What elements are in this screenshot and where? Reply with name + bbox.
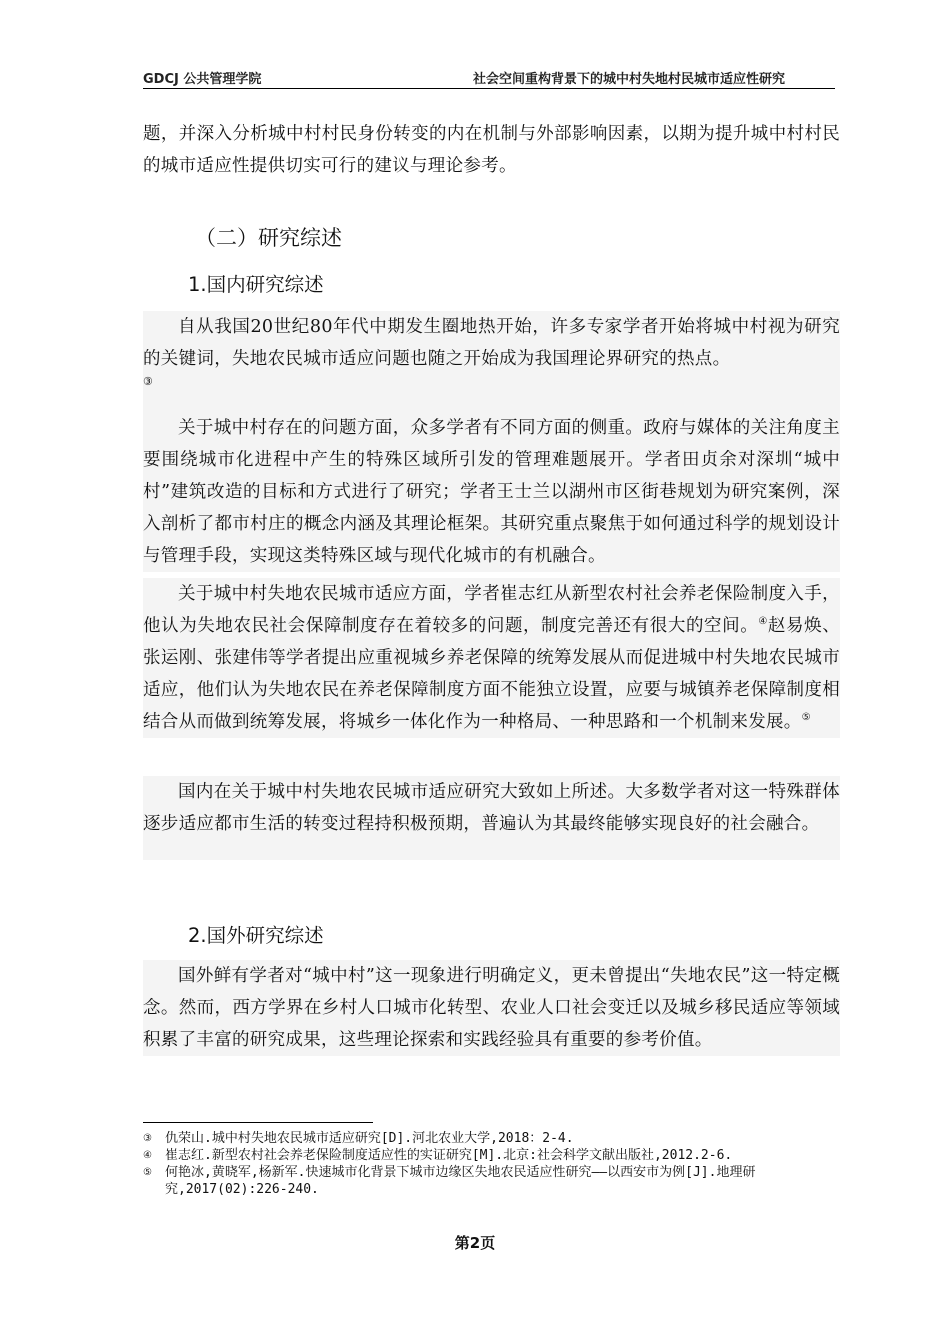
- foreign-paragraph-1: 国外鲜有学者对“城中村”这一现象进行明确定义，更未曾提出“失地农民”这一特定概念。然而，西方学界在乡村人口城市化转型、农业人口社会变迁以及城乡移民适应等领域积累了丰富的研究成果，这些理论探索和实践经验具有重要的参考价值。: [143, 960, 840, 1056]
- footnote-mark: ⑤: [143, 1167, 152, 1178]
- footnote-3: [143, 1130, 843, 1147]
- intro-paragraph: 题，并深入分析城中村村民身份转变的内在机制与外部影响因素，以期为提升城中村村民的城市适应性提供切实可行的建议与理论参考。: [143, 124, 840, 176]
- footnote-text: 崔志红.新型农村社会养老保险制度适应性的实证研究[M].北京:社会科学文献出版社,2012.2-6.: [165, 1148, 733, 1163]
- domestic-paragraph-1-text: 自从我国20世纪80年代中期发生圈地热开始，许多专家学者开始将城中村视为研究的关键词，失地农民城市适应问题也随之开始成为我国理论界研究的热点。: [143, 317, 840, 369]
- domestic-paragraph-1: [143, 311, 840, 413]
- footnote-ref-5: ⑤: [801, 712, 811, 724]
- domestic-paragraph-2: 关于城中村存在的问题方面，众多学者有不同方面的侧重。政府与媒体的关注角度主要围绕城市化进程中产生的特殊区域所引发的管理难题展开。学者田贞余对深圳“城中村”建筑改造的目标和方式进行了研究；学者王士兰以湖州市区街巷规划为研究案例，深入剖析了都市村庄的概念内涵及其理论框架。其研究重点聚焦于如何通过科学的规划设计与管理手段，实现这类特殊区域与现代化城市的有机融合。: [143, 412, 840, 572]
- header-institution: GDCJ 公共管理学院: [143, 72, 262, 87]
- footnote-text: 何艳冰,黄晓军,杨新军.快速城市化背景下城市边缘区失地农民适应性研究——以西安市为例[J].地理研究,2017(02):226-240.: [165, 1165, 756, 1197]
- foreign-review-heading: 2.国外研究综述: [188, 924, 324, 947]
- domestic-paragraph-3-part-a: 关于城中村失地农民城市适应方面，学者崔志红从新型农村社会养老保险制度入手，他认为失地农民社会保障制度存在着较多的问题，制度完善还有很大的空间。: [143, 584, 840, 636]
- footnote-divider: [143, 1122, 373, 1123]
- footnote-mark: ④: [143, 1150, 152, 1161]
- footnotes: [143, 1130, 843, 1198]
- footnote-mark: ③: [143, 1133, 152, 1144]
- footnote-ref-4: ④: [758, 616, 768, 628]
- page-number: 第2页: [454, 1234, 496, 1252]
- footnote-ref-3: ③: [143, 375, 154, 388]
- domestic-paragraph-3: [143, 578, 840, 738]
- domestic-paragraph-3-part-b: 赵易焕、张运刚、张建伟等学者提出应重视城乡养老保障的统筹发展从而促进城中村失地农民城市适应，他们认为失地农民在养老保障制度方面不能独立设置，应要与城镇养老保障制度相结合从而做到统筹发展，将城乡一体化作为一种格局、一种思路和一个机制来发展。: [143, 616, 841, 732]
- domestic-review-heading: 1.国内研究综述: [188, 273, 324, 296]
- footnote-4: [143, 1147, 843, 1164]
- footnote-5: [143, 1164, 843, 1198]
- header-paper-title: 社会空间重构背景下的城中村失地村民城市适应性研究: [472, 72, 785, 87]
- section-heading: （二）研究综述: [195, 226, 342, 250]
- page-header: [143, 66, 835, 89]
- domestic-paragraph-4: 国内在关于城中村失地农民城市适应研究大致如上所述。大多数学者对这一特殊群体逐步适应都市生活的转变过程持积极预期，普遍认为其最终能够实现良好的社会融合。: [143, 776, 840, 860]
- footnote-text: 仇荣山.城中村失地农民城市适应研究[D].河北农业大学,2018：2-4.: [165, 1131, 574, 1146]
